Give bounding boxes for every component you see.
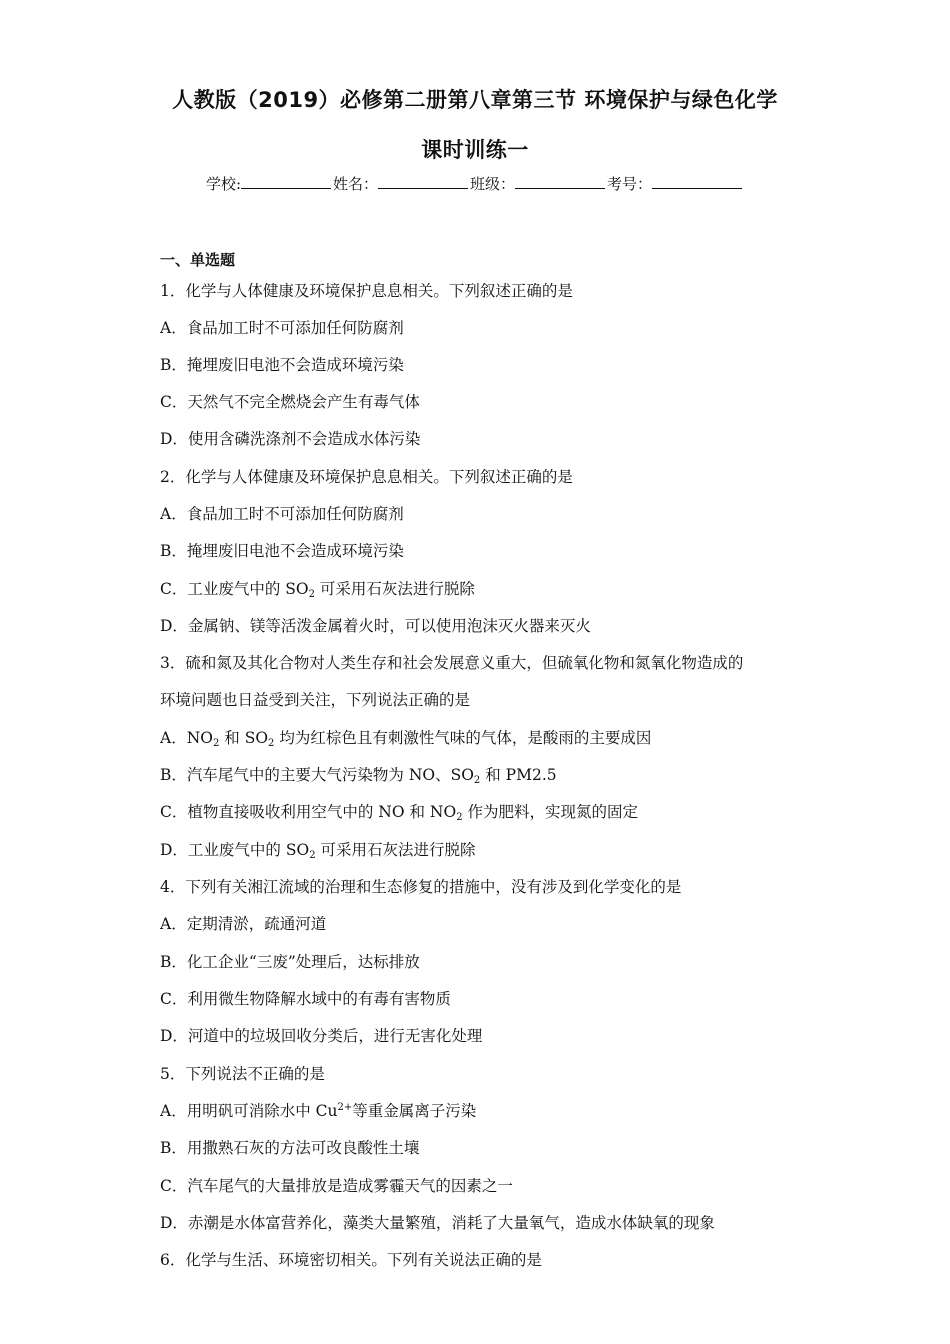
page-subtitle: 课时训练一	[421, 138, 529, 162]
id-label: 考号：	[607, 175, 653, 193]
page-title: 人教版（2019）必修第二册第八章第三节 环境保护与绿色化学	[172, 88, 778, 112]
option-c: C．工业废气中的 $SO_2$ 可采用石灰法进行脱除	[160, 580, 475, 600]
option-c: C．植物直接吸收利用空气中的 NO 和 $NO_2$ 作为肥料，实现氮的固定	[160, 803, 638, 823]
student-info-row	[0, 173, 950, 194]
option-d: D．河道中的垃圾回收分类后，进行无害化处理	[160, 1027, 483, 1045]
id-blank[interactable]	[652, 174, 742, 189]
school-label: 学校:	[205, 175, 241, 193]
school-blank[interactable]	[241, 174, 331, 189]
class-blank[interactable]	[515, 174, 605, 189]
question-stem: 6．化学与生活、环境密切相关。下列有关说法正确的是	[160, 1251, 542, 1269]
question-stem: 1．化学与人体健康及环境保护息息相关。下列叙述正确的是	[160, 282, 573, 300]
question-stem: 2．化学与人体健康及环境保护息息相关。下列叙述正确的是	[160, 468, 573, 486]
option-c: C．天然气不完全燃烧会产生有毒气体	[160, 393, 420, 411]
option-b: B．用撒熟石灰的方法可改良酸性土壤	[160, 1139, 420, 1157]
option-a: A．$NO_2$ 和 $SO_2$ 均为红棕色且有刺激性气味的气体，是酸雨的主要成因	[160, 729, 652, 749]
option-c: C．汽车尾气的大量排放是造成雾霾天气的因素之一	[160, 1177, 513, 1195]
name-blank[interactable]	[378, 174, 468, 189]
question-stem: 4．下列有关湘江流域的治理和生态修复的措施中，没有涉及到化学变化的是	[160, 878, 682, 896]
option-c: C．利用微生物降解水域中的有毒有害物质	[160, 990, 451, 1008]
name-label: 姓名：	[333, 175, 379, 193]
question-stem-continued: 环境问题也日益受到关注，下列说法正确的是	[160, 691, 471, 709]
option-b: B．化工企业“三废”处理后，达标排放	[160, 953, 420, 971]
question-stem: 5．下列说法不正确的是	[160, 1065, 325, 1083]
question-stem: 3．硫和氮及其化合物对人类生存和社会发展意义重大，但硫氧化物和氮氧化物造成的	[160, 654, 744, 672]
class-label: 班级：	[470, 175, 516, 193]
option-d: D．工业废气中的 $SO_2$ 可采用石灰法进行脱除	[160, 841, 476, 861]
option-a: A．用明矾可消除水中 $Cu^{2+}$等重金属离子污染	[160, 1102, 477, 1120]
option-d: D．使用含磷洗涤剂不会造成水体污染	[160, 430, 421, 448]
option-a: A．食品加工时不可添加任何防腐剂	[160, 505, 404, 523]
option-b: B．掩埋废旧电池不会造成环境污染	[160, 542, 404, 560]
option-d: D．金属钠、镁等活泼金属着火时，可以使用泡沫灭火器来灭火	[160, 617, 591, 635]
option-d: D．赤潮是水体富营养化，藻类大量繁殖，消耗了大量氧气，造成水体缺氧的现象	[160, 1214, 715, 1232]
option-b: B．掩埋废旧电池不会造成环境污染	[160, 356, 404, 374]
option-a: A．食品加工时不可添加任何防腐剂	[160, 319, 404, 337]
option-b: B．汽车尾气中的主要大气污染物为 NO、$SO_2$ 和 PM2.5	[160, 766, 557, 786]
option-a: A．定期清淤，疏通河道	[160, 915, 327, 933]
section-title: 一、单选题	[160, 251, 236, 269]
